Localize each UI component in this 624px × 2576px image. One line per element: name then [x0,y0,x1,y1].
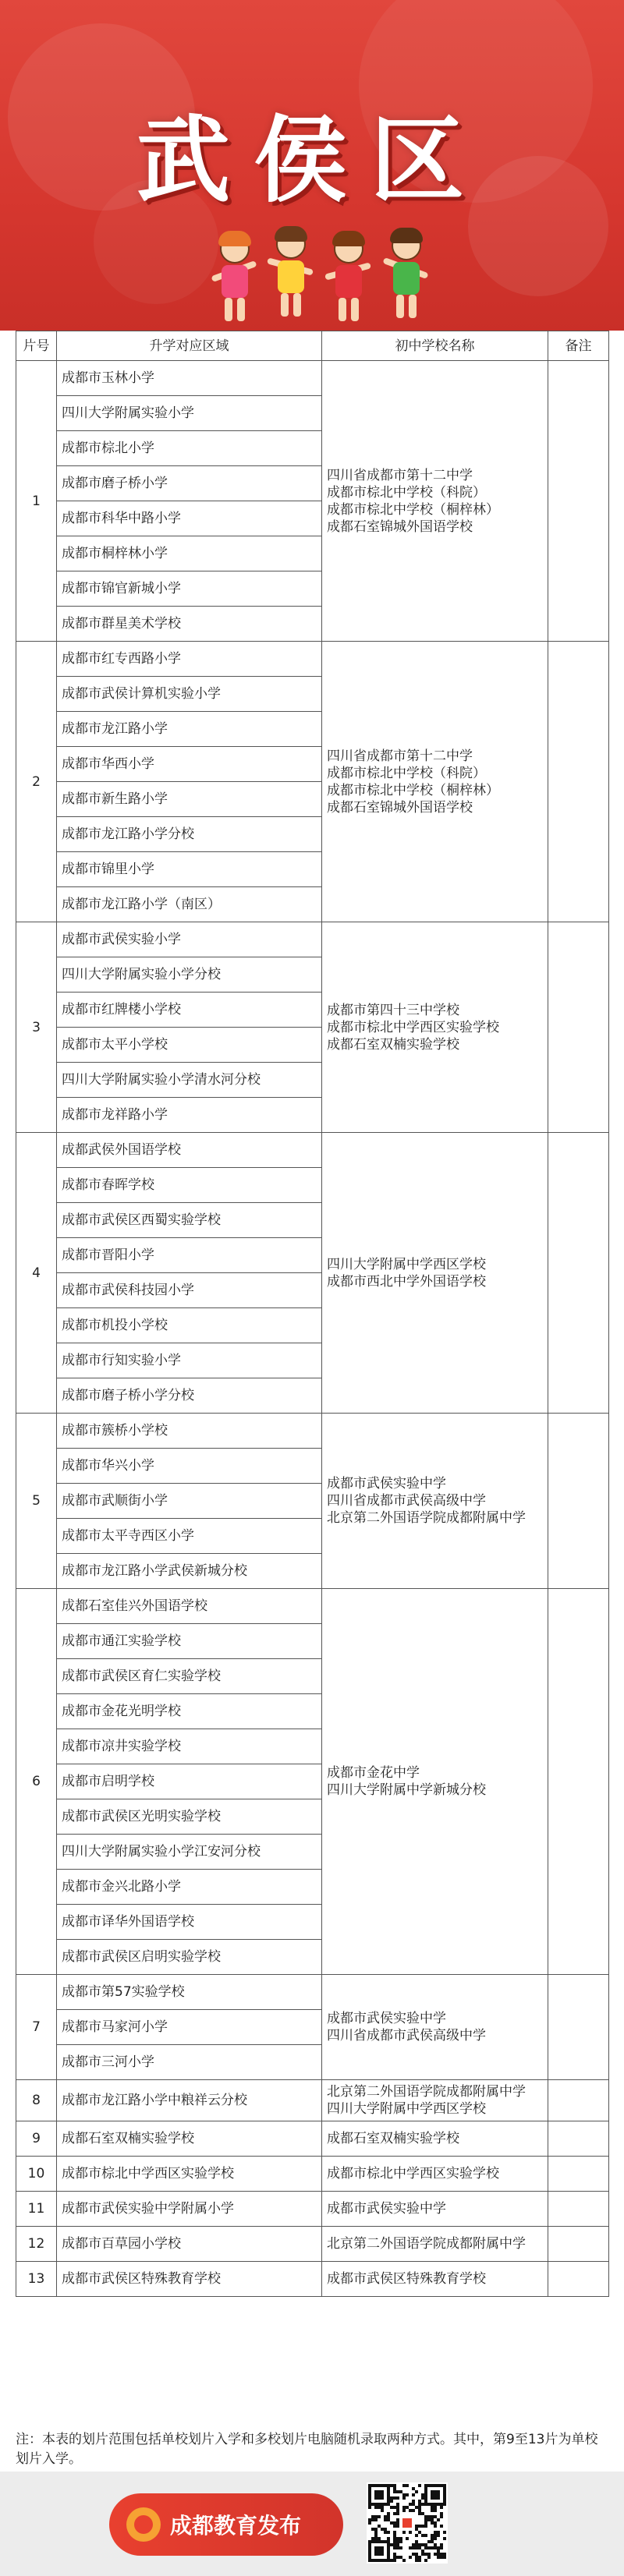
table-row [16,2157,609,2192]
middle-school: 成都市武侯实验中学 [327,1476,446,1491]
note-cell [548,361,609,642]
middle-school-cell [322,1975,548,2080]
zone-number: 4 [16,1133,57,1414]
middle-school: 北京第二外国语学院成都附属中学 [327,2236,526,2252]
primary-school: 成都市龙江路小学武侯新城分校 [57,1554,322,1589]
chengdu-education-logo-icon [126,2507,161,2542]
middle-school-cell [322,2157,548,2192]
primary-school: 成都石室佳兴外国语学校 [57,1589,322,1624]
child-figure [324,234,371,324]
primary-school: 成都市棕北小学 [57,431,322,466]
table-row [16,642,609,677]
primary-school: 成都市华兴小学 [57,1449,322,1484]
table-row [16,2262,609,2297]
primary-school: 成都市龙祥路小学 [57,1098,322,1133]
table-body [16,361,609,2297]
middle-school: 成都市武侯实验中学 [327,2011,446,2026]
table-row [16,1414,609,1449]
middle-school-cell [322,1133,548,1414]
note-cell [548,2121,609,2157]
primary-school: 成都市龙江路小学分校 [57,817,322,852]
table-row [16,2227,609,2262]
note-cell [548,2157,609,2192]
middle-school-cell [322,922,548,1133]
primary-school: 成都市磨子桥小学 [57,466,322,501]
primary-school: 四川大学附属实验小学分校 [57,957,322,993]
primary-school: 成都市新生路小学 [57,782,322,817]
middle-school-cell [322,2080,548,2121]
school-zone-table [16,331,609,2297]
primary-school: 成都市武侯科技园小学 [57,1273,322,1308]
primary-school: 成都市凉井实验学校 [57,1729,322,1764]
middle-school: 成都市金花中学 [327,1765,420,1781]
zone-number: 1 [16,361,57,642]
primary-school: 四川大学附属实验小学清水河分校 [57,1063,322,1098]
note-cell [548,2192,609,2227]
primary-school: 四川大学附属实验小学 [57,396,322,431]
note-cell [548,642,609,922]
middle-school-cell [322,1414,548,1589]
primary-school: 成都市簇桥小学校 [57,1414,322,1449]
note-cell [548,2080,609,2121]
table-row [16,922,609,957]
primary-school: 成都市武侯计算机实验小学 [57,677,322,712]
table-row [16,361,609,396]
middle-school-cell [322,2192,548,2227]
primary-school: 成都市群星美术学校 [57,607,322,642]
zone-number: 13 [16,2262,57,2297]
qr-code-icon [367,2482,448,2564]
primary-school: 成都市译华外国语学校 [57,1905,322,1940]
primary-school: 成都市武侯区特殊教育学校 [57,2262,322,2297]
middle-school: 四川省成都市武侯高级中学 [327,1493,486,1509]
middle-school: 成都市棕北中学西区实验学校 [327,2166,499,2181]
primary-school: 成都市龙江路小学（南区） [57,887,322,922]
middle-school-cell [322,2121,548,2157]
zone-number: 6 [16,1589,57,1975]
primary-school: 成都市武侯实验小学 [57,922,322,957]
primary-school: 成都市武侯实验中学附属小学 [57,2192,322,2227]
primary-school: 成都市龙江路小学 [57,712,322,747]
middle-school: 成都石室锦城外国语学校 [327,799,473,816]
middle-school: 成都市棕北中学校（桐梓林） [327,501,499,518]
primary-school: 成都市金花光明学校 [57,1694,322,1729]
header-primary: 升学对应区域 [57,331,322,361]
brand-badge [109,2493,343,2556]
primary-school: 成都市晋阳小学 [57,1238,322,1273]
primary-school: 成都市磨子桥小学分校 [57,1378,322,1414]
primary-school: 成都市科华中路小学 [57,501,322,536]
footnote: 注：本表的划片范围包括单校划片入学和多校划片电脑随机录取两种方式。其中，第9至13片为单校划片入学。 [16,2432,598,2467]
middle-school: 成都市棕北中学校（科院） [327,765,486,781]
primary-school: 成都市百草园小学校 [57,2227,322,2262]
child-figure [211,234,257,324]
primary-school: 成都市太平小学校 [57,1028,322,1063]
primary-school: 成都市华西小学 [57,747,322,782]
primary-school: 成都市通江实验学校 [57,1624,322,1659]
table-row [16,2121,609,2157]
primary-school: 成都市武侯区西蜀实验学校 [57,1203,322,1238]
child-figure [382,231,429,320]
middle-school-cell [322,361,548,642]
note-cell [548,2227,609,2262]
primary-school: 成都市第57实验学校 [57,1975,322,2010]
primary-school: 成都武侯外国语学校 [57,1133,322,1168]
middle-school: 成都石室双楠实验学校 [327,1036,459,1053]
middle-school-cell [322,2227,548,2262]
middle-school: 成都市第四十三中学校 [327,1002,459,1018]
header-zone: 片号 [16,331,57,361]
header-banner [0,0,624,331]
middle-school-cell [322,2262,548,2297]
zone-number: 3 [16,922,57,1133]
table-row [16,1133,609,1168]
middle-school: 四川大学附属中学西区学校 [327,2101,486,2117]
district-title: 武侯区 [136,105,488,215]
primary-school: 成都石室双楠实验学校 [57,2121,322,2157]
middle-school-cell [322,642,548,922]
table-row [16,1589,609,1624]
primary-school: 成都市武侯区光明实验学校 [57,1799,322,1835]
zone-number: 7 [16,1975,57,2080]
primary-school: 成都市行知实验小学 [57,1343,322,1378]
middle-school: 成都市武侯实验中学 [327,2201,446,2217]
table-header-row [16,331,609,361]
primary-school: 成都市武侯区启明实验学校 [57,1940,322,1975]
middle-school: 成都市武侯区特殊教育学校 [327,2271,486,2287]
middle-school-cell [322,1589,548,1975]
children-illustration [211,234,437,327]
middle-school: 北京第二外国语学院成都附属中学 [327,1510,526,1526]
middle-school: 成都市棕北中学校（科院） [327,484,486,501]
brand-name: 成都教育发布 [170,2513,302,2539]
zone-number: 11 [16,2192,57,2227]
primary-school: 成都市三河小学 [57,2045,322,2080]
child-figure [267,229,314,319]
school-zone-table-wrap [16,331,608,2297]
note-cell [548,1975,609,2080]
middle-school: 四川省成都市武侯高级中学 [327,2028,486,2043]
middle-school: 四川省成都市第十二中学 [327,748,473,764]
primary-school: 成都市玉林小学 [57,361,322,396]
middle-school: 成都市西北中学外国语学校 [327,1273,486,1290]
table-row [16,1975,609,2010]
primary-school: 成都市武顺街小学 [57,1484,322,1519]
table-row [16,2192,609,2227]
note-cell [548,1133,609,1414]
header-note: 备注 [548,331,609,361]
primary-school: 成都市启明学校 [57,1764,322,1799]
primary-school: 成都市棕北中学西区实验学校 [57,2157,322,2192]
primary-school: 成都市桐梓林小学 [57,536,322,571]
note-cell [548,922,609,1133]
primary-school: 成都市红专西路小学 [57,642,322,677]
middle-school: 北京第二外国语学院成都附属中学 [327,2084,526,2100]
zone-number: 12 [16,2227,57,2262]
primary-school: 成都市太平寺西区小学 [57,1519,322,1554]
zone-number: 10 [16,2157,57,2192]
primary-school: 成都市春晖学校 [57,1168,322,1203]
middle-school: 成都市棕北中学西区实验学校 [327,1019,499,1035]
middle-school: 成都石室锦城外国语学校 [327,518,473,535]
primary-school: 四川大学附属实验小学江安河分校 [57,1835,322,1870]
middle-school: 四川省成都市第十二中学 [327,467,473,483]
zone-number: 9 [16,2121,57,2157]
primary-school: 成都市机投小学校 [57,1308,322,1343]
middle-school: 成都石室双楠实验学校 [327,2131,459,2146]
note-cell [548,2262,609,2297]
primary-school: 成都市金兴北路小学 [57,1870,322,1905]
footer [0,2472,624,2576]
primary-school: 成都市马家河小学 [57,2010,322,2045]
primary-school: 成都市锦官新城小学 [57,571,322,607]
primary-school: 成都市红牌楼小学校 [57,993,322,1028]
note-cell [548,1414,609,1589]
note-cell [548,1589,609,1975]
middle-school: 四川大学附属中学新城分校 [327,1782,486,1798]
primary-school: 成都市锦里小学 [57,852,322,887]
zone-number: 5 [16,1414,57,1589]
middle-school: 四川大学附属中学西区学校 [327,1256,486,1272]
table-row [16,2080,609,2121]
primary-school: 成都市武侯区育仁实验学校 [57,1659,322,1694]
header-middle: 初中学校名称 [322,331,548,361]
zone-number: 2 [16,642,57,922]
zone-number: 8 [16,2080,57,2121]
primary-school: 成都市龙江路小学中粮祥云分校 [57,2080,322,2121]
middle-school: 成都市棕北中学校（桐梓林） [327,782,499,798]
